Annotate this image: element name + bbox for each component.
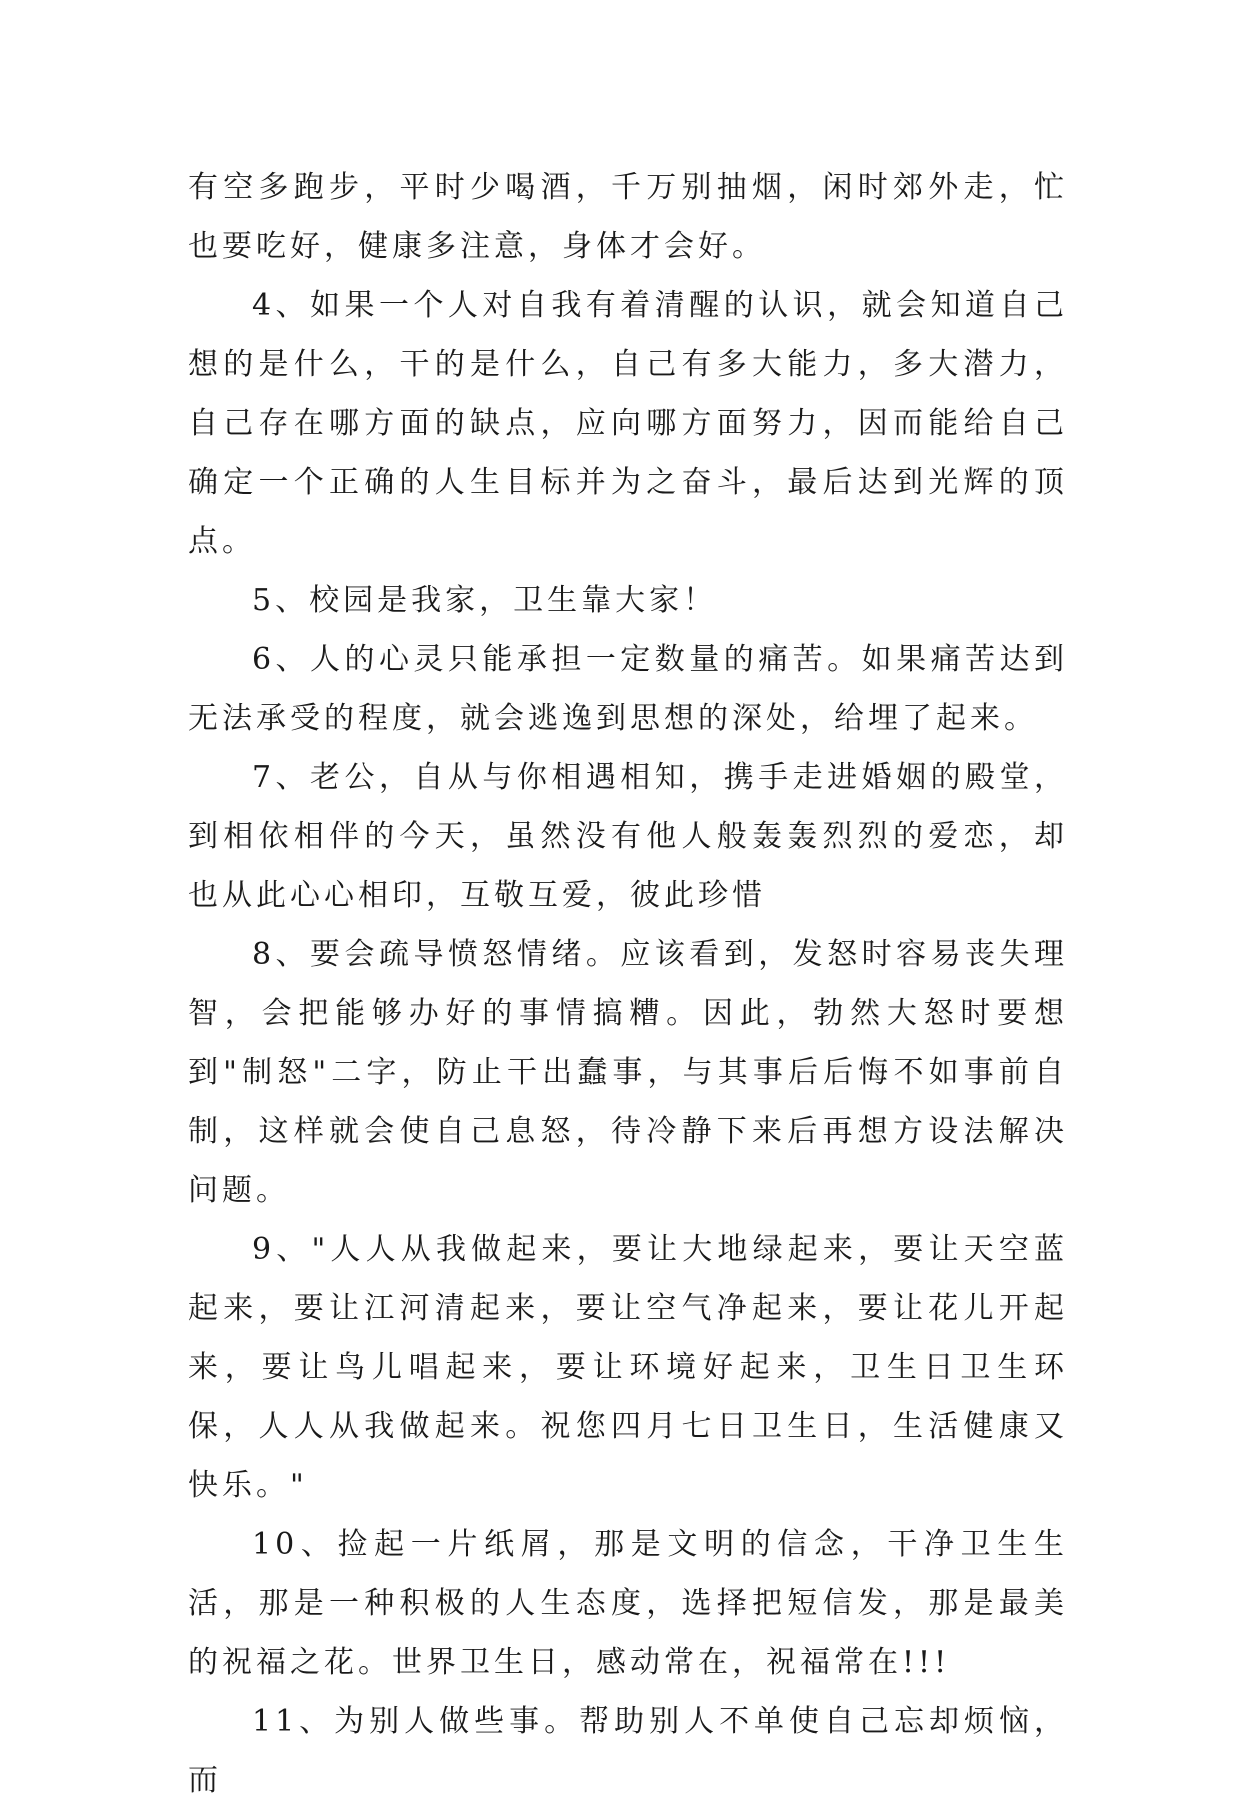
paragraph-8: 10、捡起一片纸屑，那是文明的信念，干净卫生生活，那是一种积极的人生态度，选择把短信发，那是最美的祝福之花。世界卫生日，感动常在，祝福常在!!! (188, 1527, 1068, 1680)
paragraph-9: 11、为别人做些事。帮助别人不单使自己忘却烦恼，而 (188, 1704, 1068, 1798)
document-body (188, 158, 1068, 1810)
paragraph-5: 7、老公，自从与你相遇相知，携手走进婚姻的殿堂，到相依相伴的今天，虽然没有他人般轰轰烈烈的爱恋，却也从此心心相印，互敬互爱，彼此珍惜 (188, 760, 1068, 913)
paragraph-6: 8、要会疏导愤怒情绪。应该看到，发怒时容易丧失理智，会把能够办好的事情搞糟。因此，勃然大怒时要想到"制怒"二字，防止干出蠢事，与其事后后悔不如事前自制，这样就会使自己息怒，待冷静下来后再想方设法解决问题。 (188, 937, 1068, 1208)
paragraph-1: 有空多跑步，平时少喝酒，千万别抽烟，闲时郊外走，忙也要吃好，健康多注意，身体才会好。 (188, 170, 1068, 264)
paragraph-3: 5、校园是我家，卫生靠大家！ (252, 583, 718, 618)
paragraph-7: 9、"人人从我做起来，要让大地绿起来，要让天空蓝起来，要让江河清起来，要让空气净起来，要让花儿开起来，要让鸟儿唱起来，要让环境好起来，卫生日卫生环保，人人从我做起来。祝您四月七日卫生日，生活健康又快乐。" (188, 1232, 1068, 1503)
paragraph-4: 6、人的心灵只能承担一定数量的痛苦。如果痛苦达到无法承受的程度，就会逃逸到思想的深处，给埋了起来。 (188, 642, 1068, 736)
paragraph-2: 4、如果一个人对自我有着清醒的认识，就会知道自己想的是什么，干的是什么，自己有多大能力，多大潜力，自己存在哪方面的缺点，应向哪方面努力，因而能给自己确定一个正确的人生目标并为之奋斗，最后达到光辉的顶点。 (188, 288, 1068, 559)
